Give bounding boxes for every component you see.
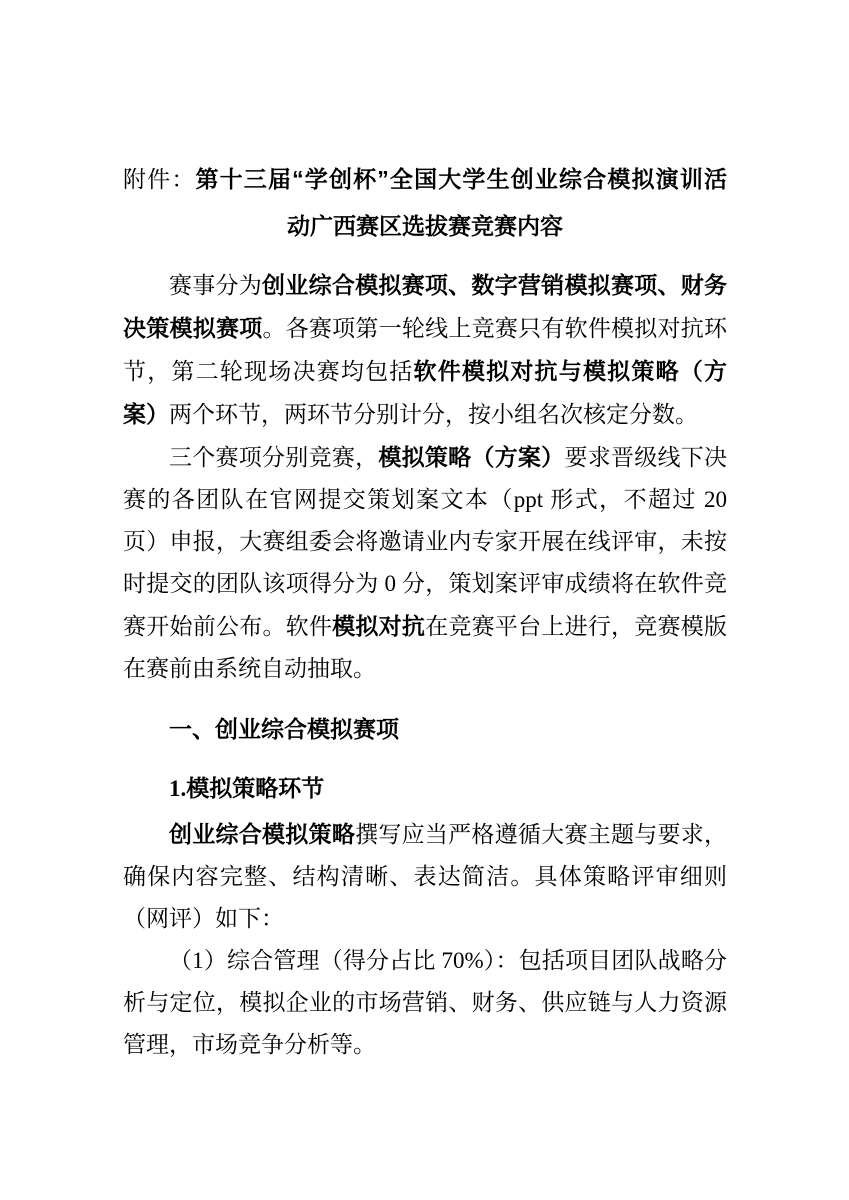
bold-text-run: 模拟策略（方案） (378, 444, 565, 470)
section-paragraph-2 (123, 940, 727, 1066)
subsection-heading: 1.模拟策略环节 (169, 776, 325, 801)
text-run: 附件： (123, 167, 196, 192)
section-heading: 一、创业综合模拟赛项 (169, 716, 399, 742)
text-run: 要求晋级线下决赛的各团队在官网提交策划案文本（ppt 形式，不超过 20 页）申报，大赛组委会将邀请业内专家开展在线评审，未按时提交的团队该项得分为 0 分，策划案评审成绩将在软件竞赛开始前公布。软件 (123, 445, 728, 639)
intro-paragraph-1 (123, 264, 727, 436)
document-title-line-1 (123, 156, 727, 203)
text-run: 两个环节，两环节分别计分，按小组名次核定分数。 (169, 402, 698, 427)
document-title-line-2 (123, 203, 727, 250)
bold-text-run: 第十三届“学创杯”全国大学生创业综合模拟演训活 (195, 166, 728, 192)
text-run: 在竞赛平台上进行，竞赛模版在赛前由系统自动抽取。 (123, 614, 728, 681)
text-run: 三个赛项分别竞赛， (169, 445, 379, 470)
intro-paragraph-2 (123, 436, 727, 690)
section-paragraph-1 (123, 813, 727, 940)
bold-text-run: 创业综合模拟策略 (169, 821, 356, 847)
text-run: 撰写应当严格遵循大赛主题与要求，确保内容完整、结构清晰、表达简洁。具体策略评审细则（网评）如下： (123, 822, 728, 931)
text-run: （1）综合管理（得分占比 70%）：包括项目团队战略分析与定位，模拟企业的市场营销、财务、供应链与人力资源管理，市场竞争分析等。 (123, 948, 727, 1057)
text-run: 赛事分为 (169, 273, 263, 298)
bold-text-run: 创业综合模拟赛项、数字营销模拟赛项、财务决策模拟赛项 (123, 272, 728, 341)
bold-text-run: 软件模拟对抗与模拟策略（方案） (123, 358, 728, 427)
document-title (123, 156, 727, 250)
text-run: 。各赛项第一轮线上竞赛只有软件模拟对抗环节，第二轮现场决赛均包括 (123, 316, 728, 384)
bold-text-run: 模拟对抗 (332, 613, 426, 639)
bold-text-run: 动广西赛区选拔赛竞赛内容 (287, 213, 563, 239)
